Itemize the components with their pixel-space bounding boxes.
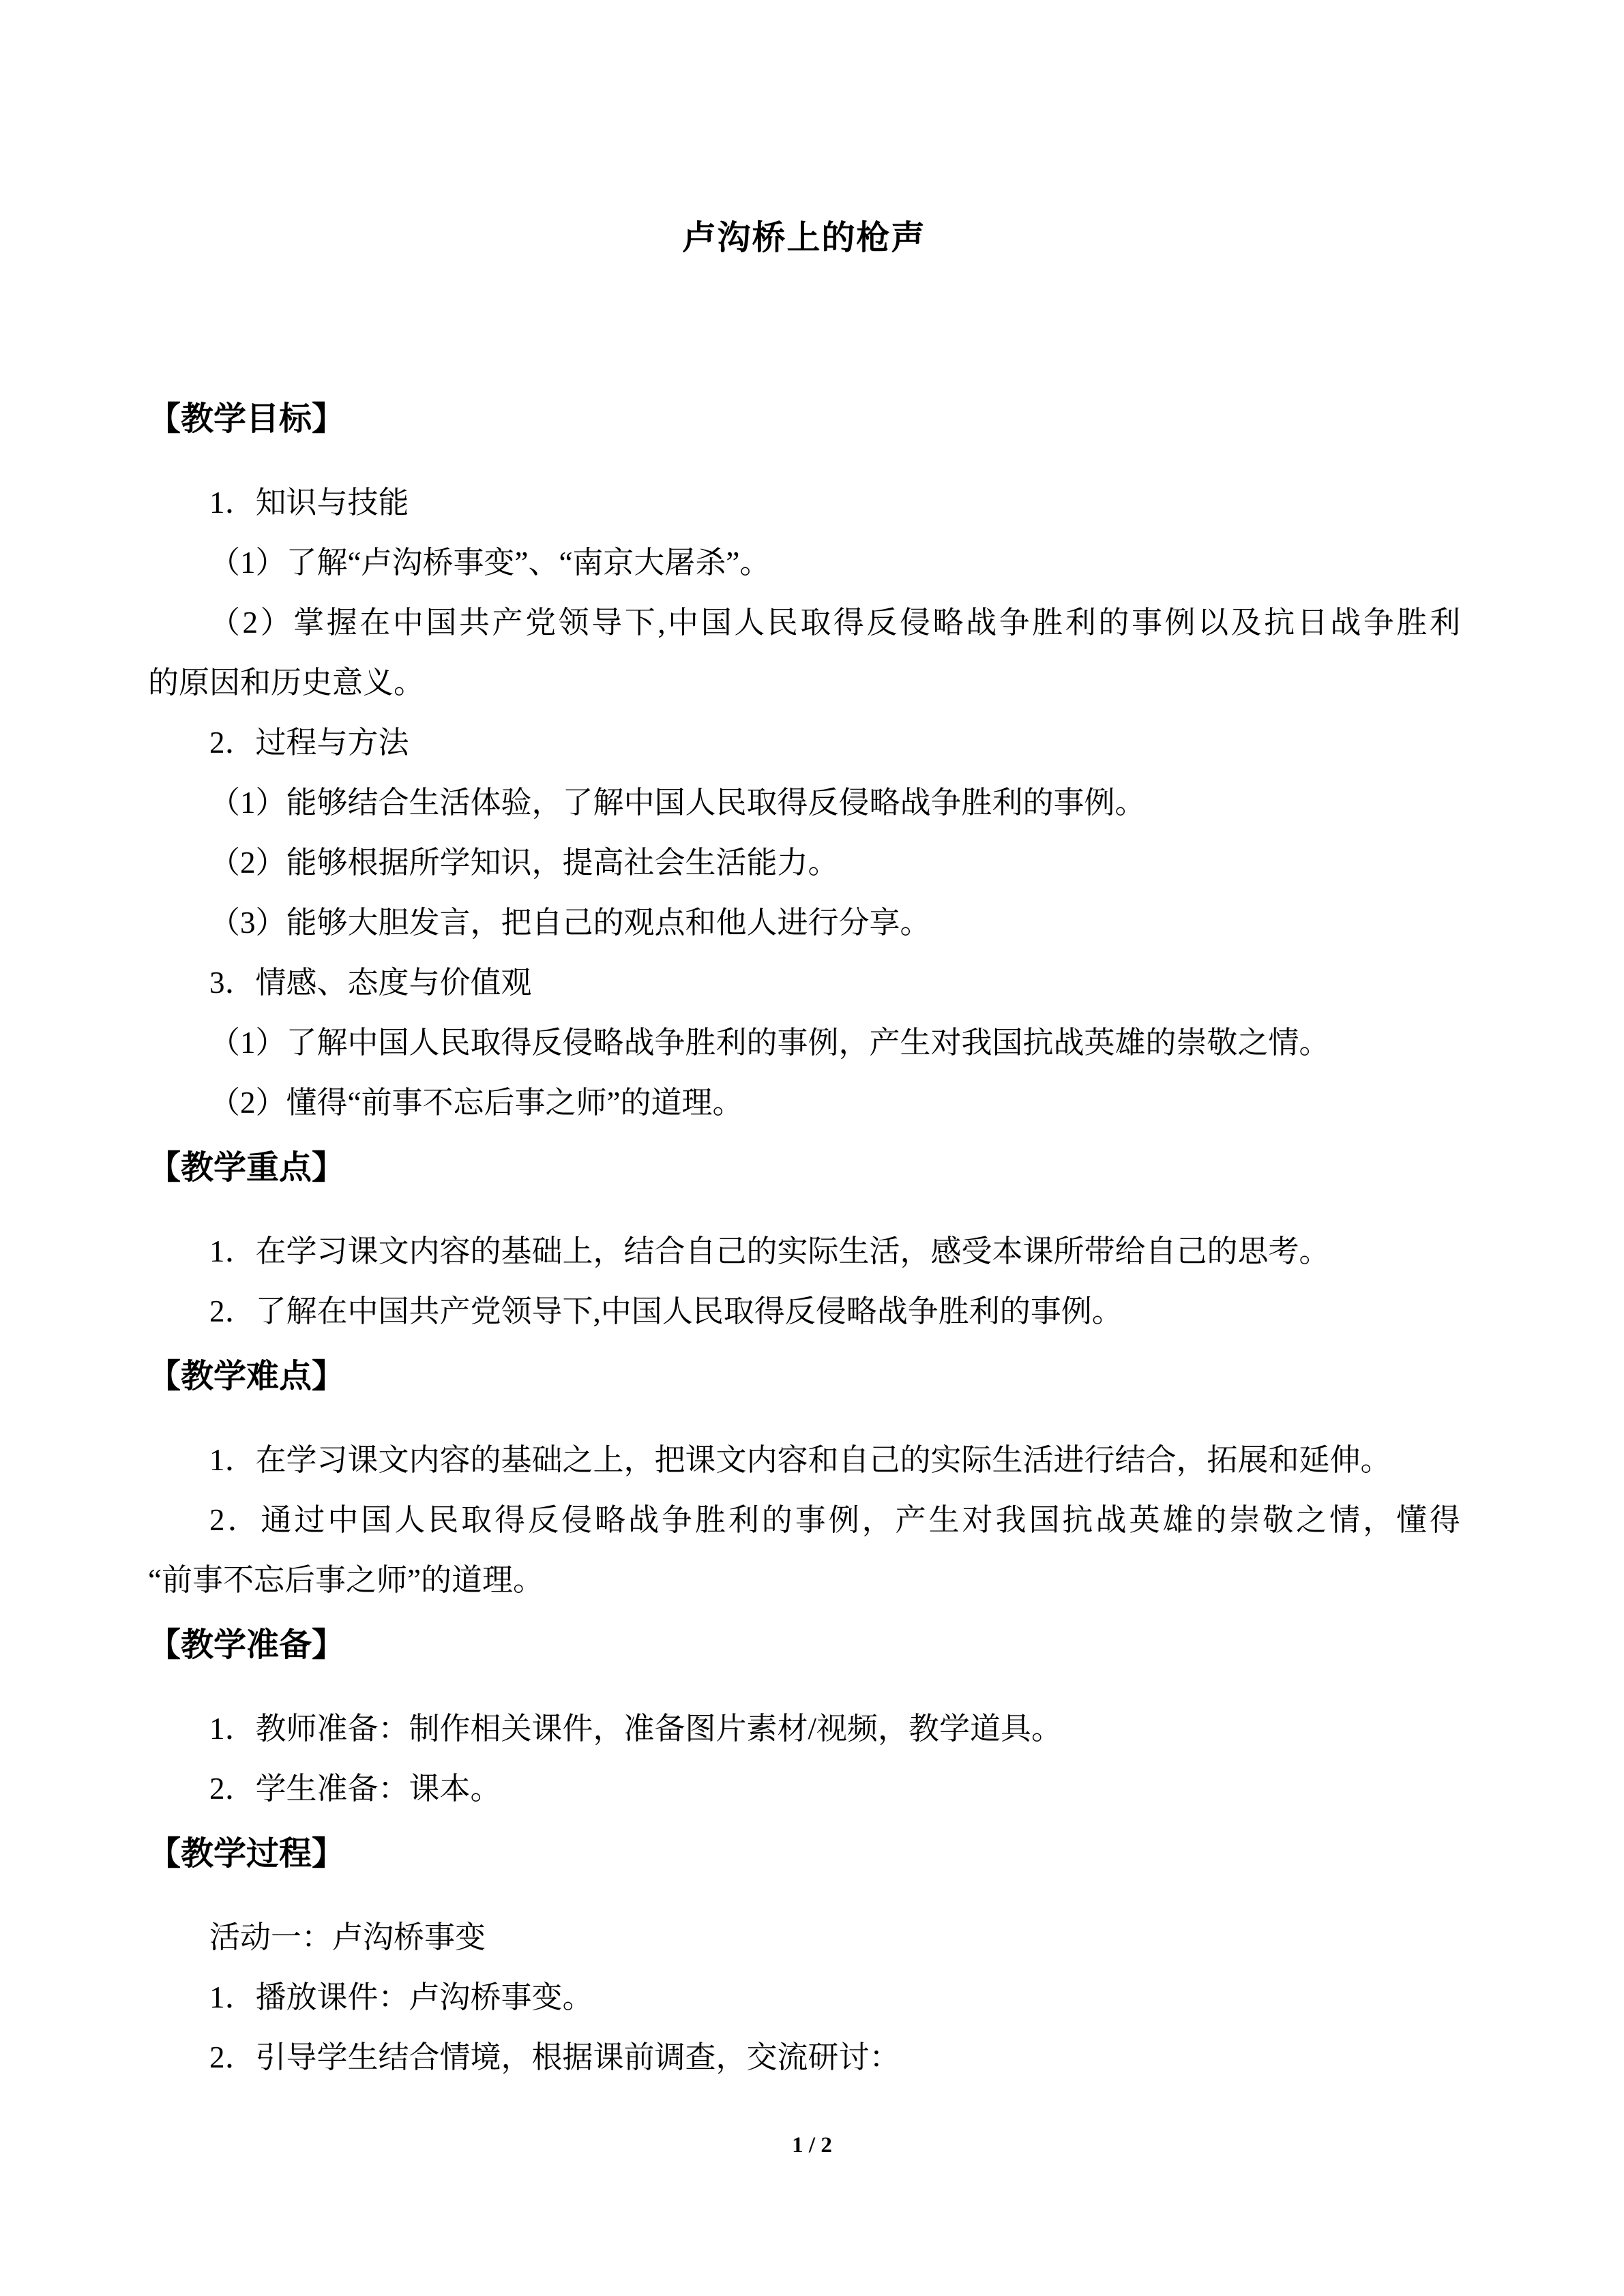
document-section xyxy=(148,389,1460,1133)
document-body xyxy=(148,389,1460,2087)
document-section xyxy=(148,1615,1460,1819)
paragraph-line: 2．引导学生结合情境，根据课前调查，交流研讨： xyxy=(209,2040,900,2074)
document-section xyxy=(148,1824,1460,2087)
paragraph-line: “前事不忘后事之师”的道理。 xyxy=(148,1563,544,1597)
document-section xyxy=(148,1347,1460,1610)
paragraph-line: 2．过程与方法 xyxy=(209,726,409,760)
paragraph-line: 1．在学习课文内容的基础之上，把课文内容和自己的实际生活进行结合，拓展和延伸。 xyxy=(209,1443,1391,1477)
section-heading: 【教学准备】 xyxy=(148,1627,345,1663)
section-heading: 【教学难点】 xyxy=(148,1358,345,1395)
paragraph-line: （2）掌握在中国共产党领导下,中国人民取得反侵略战争胜利的事例以及抗日战争胜利 xyxy=(209,606,1460,640)
document-title: 卢沟桥上的枪声 xyxy=(682,219,926,256)
paragraph-line: 2．通过中国人民取得反侵略战争胜利的事例，产生对我国抗战英雄的崇敬之情，懂得 xyxy=(209,1503,1460,1537)
paragraph-line: （3）能够大胆发言，把自己的观点和他人进行分享。 xyxy=(209,906,931,940)
document-content xyxy=(0,208,1624,2087)
paragraph-line: 的原因和历史意义。 xyxy=(148,666,425,700)
paragraph-line: 1．教师准备：制作相关课件，准备图片素材/视频，教学道具。 xyxy=(209,1712,1063,1746)
section-heading: 【教学重点】 xyxy=(148,1150,345,1186)
paragraph-line: 1．播放课件：卢沟桥事变。 xyxy=(209,1980,593,2014)
section-heading: 【教学目标】 xyxy=(148,401,345,437)
paragraph-line: 1．在学习课文内容的基础上，结合自己的实际生活，感受本课所带给自己的思考。 xyxy=(209,1234,1330,1268)
paragraph-line: （2）懂得“前事不忘后事之师”的道理。 xyxy=(209,1086,743,1120)
page-footer xyxy=(0,2132,1624,2159)
paragraph-line: 活动一：卢沟桥事变 xyxy=(209,1920,486,1954)
paragraph-line: 1．知识与技能 xyxy=(209,486,409,520)
paragraph-line: （1）了解“卢沟桥事变”、“南京大屠杀”。 xyxy=(209,546,771,580)
paragraph-line: 2．学生准备：课本。 xyxy=(209,1772,501,1806)
paragraph-line: 3．情感、态度与价值观 xyxy=(209,966,532,1000)
document-section xyxy=(148,1138,1460,1341)
paragraph-line: （1）能够结合生活体验，了解中国人民取得反侵略战争胜利的事例。 xyxy=(209,786,1146,820)
paragraph-line: （1）了解中国人民取得反侵略战争胜利的事例，产生对我国抗战英雄的崇敬之情。 xyxy=(209,1026,1330,1060)
page-number: 1 / 2 xyxy=(792,2133,832,2158)
section-heading: 【教学过程】 xyxy=(148,1836,345,1872)
paragraph-line: （2）能够根据所学知识，提高社会生活能力。 xyxy=(209,846,839,880)
paragraph-line: 2．了解在中国共产党领导下,中国人民取得反侵略战争胜利的事例。 xyxy=(209,1294,1123,1328)
